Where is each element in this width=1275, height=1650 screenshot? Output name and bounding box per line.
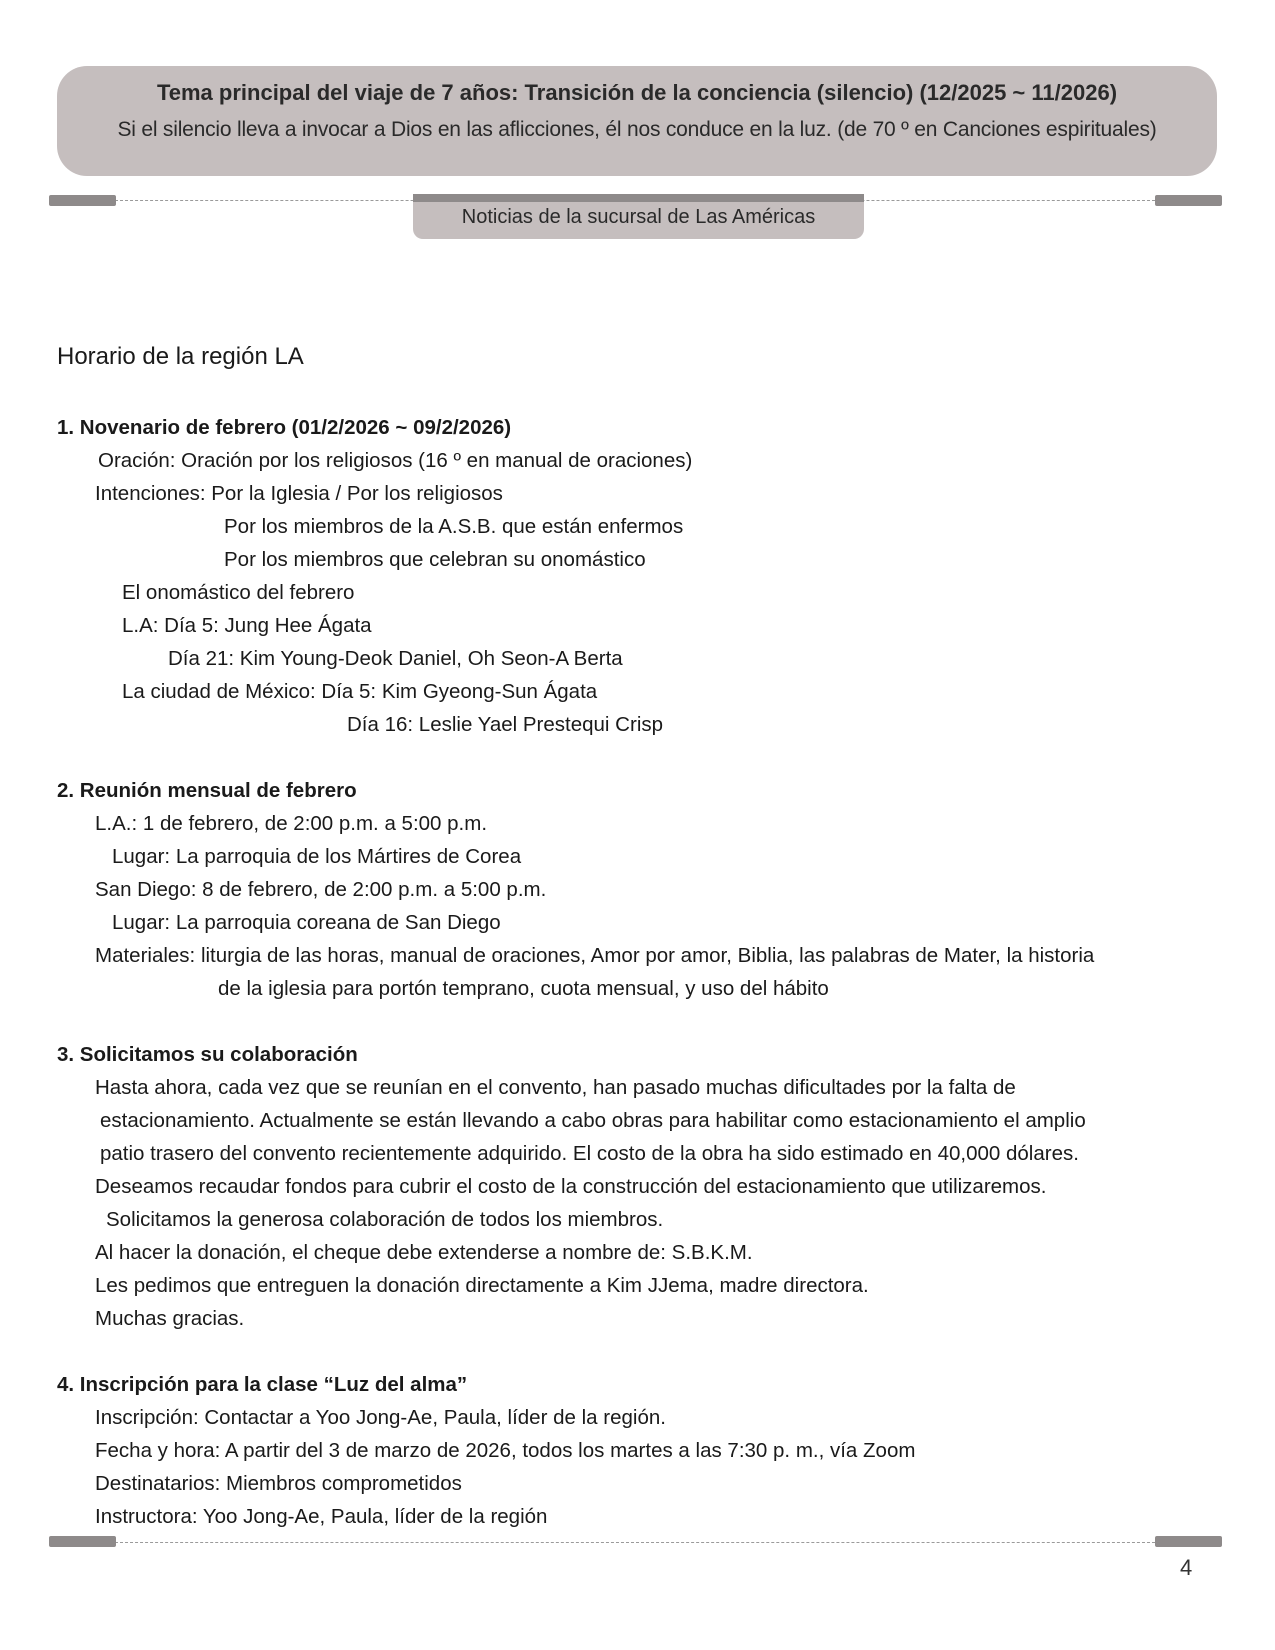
s2-line: San Diego: 8 de febrero, de 2:00 p.m. a 5:00 p.m. xyxy=(95,878,547,901)
s3-line: Muchas gracias. xyxy=(95,1307,245,1330)
s1-line: Por los miembros que celebran su onomástico xyxy=(224,548,646,571)
bottom-rule xyxy=(115,1542,1155,1543)
bottom-rule-right-cap xyxy=(1155,1536,1222,1547)
s2-line: Lugar: La parroquia de los Mártires de Corea xyxy=(112,845,522,868)
s1-line: Día 16: Leslie Yael Prestequi Crisp xyxy=(347,713,664,736)
s1-line: Por los miembros de la A.S.B. que están enfermos xyxy=(224,515,684,538)
banner-title: Tema principal del viaje de 7 años: Transición de la conciencia (silencio) (12/2025 ~ 11/2026) xyxy=(156,80,1118,105)
s3-line: Al hacer la donación, el cheque debe extenderse a nombre de: S.B.K.M. xyxy=(95,1241,753,1264)
s4-line: Fecha y hora: A partir del 3 de marzo de 2026, todos los martes a las 7:30 p. m., vía Zoom xyxy=(95,1439,916,1462)
s2-line: Lugar: La parroquia coreana de San Diego xyxy=(112,911,501,934)
s1-line: Intenciones: Por la Iglesia / Por los religiosos xyxy=(95,482,503,505)
header-banner xyxy=(57,66,1217,176)
s3-line: Les pedimos que entreguen la donación directamente a Kim JJema, madre directora. xyxy=(95,1274,869,1297)
s1-line: El onomástico del febrero xyxy=(122,581,355,604)
bottom-rule-left-cap xyxy=(49,1536,116,1547)
top-rule-left-cap xyxy=(49,195,116,206)
top-rule-right-cap xyxy=(1155,195,1222,206)
s1-line: L.A: Día 5: Jung Hee Ágata xyxy=(122,614,372,637)
s4-line: Inscripción: Contactar a Yoo Jong-Ae, Paula, líder de la región. xyxy=(95,1406,666,1429)
section-4-heading: 4. Inscripción para la clase “Luz del alma” xyxy=(57,1373,468,1396)
doc-title: Horario de la región LA xyxy=(57,343,304,370)
banner-subtitle: Si el silencio lleva a invocar a Dios en las aflicciones, él nos conduce en la luz. (de 70 º en Canciones espirituales) xyxy=(117,118,1157,141)
section-3-heading: 3. Solicitamos su colaboración xyxy=(57,1043,358,1066)
page-number: 4 xyxy=(1180,1555,1193,1580)
s2-line: de la iglesia para portón temprano, cuota mensual, y uso del hábito xyxy=(218,977,829,1000)
s4-line: Destinatarios: Miembros comprometidos xyxy=(95,1472,462,1495)
section-1-heading: 1. Novenario de febrero (01/2/2026 ~ 09/2/2026) xyxy=(57,416,512,439)
s2-line: L.A.: 1 de febrero, de 2:00 p.m. a 5:00 p.m. xyxy=(95,812,488,835)
s3-line: patio trasero del convento recientemente adquirido. El costo de la obra ha sido estimado en 40,000 dólares. xyxy=(100,1142,1079,1165)
s3-line: Deseamos recaudar fondos para cubrir el costo de la construcción del estacionamiento que utilizaremos. xyxy=(95,1175,1047,1198)
s2-line: Materiales: liturgia de las horas, manual de oraciones, Amor por amor, Biblia, las palabras de Mater, la historia xyxy=(95,944,1095,967)
s3-line: Hasta ahora, cada vez que se reunían en el convento, han pasado muchas dificultades por la falta de xyxy=(95,1076,1016,1099)
s3-line: Solicitamos la generosa colaboración de todos los miembros. xyxy=(106,1208,664,1231)
section-2-heading: 2. Reunión mensual de febrero xyxy=(57,779,357,802)
s1-line: Oración: Oración por los religiosos (16 º en manual de oraciones) xyxy=(98,449,693,472)
s1-line: Día 21: Kim Young-Deok Daniel, Oh Seon-A Berta xyxy=(168,647,623,670)
section-tab-bar xyxy=(413,194,864,202)
section-tab: Noticias de la sucursal de Las Américas xyxy=(413,196,864,239)
s1-line: La ciudad de México: Día 5: Kim Gyeong-Sun Ágata xyxy=(122,680,598,703)
s3-line: estacionamiento. Actualmente se están llevando a cabo obras para habilitar como estacionamiento el amplio xyxy=(100,1109,1086,1132)
s4-line: Instructora: Yoo Jong-Ae, Paula, líder de la región xyxy=(95,1505,548,1528)
